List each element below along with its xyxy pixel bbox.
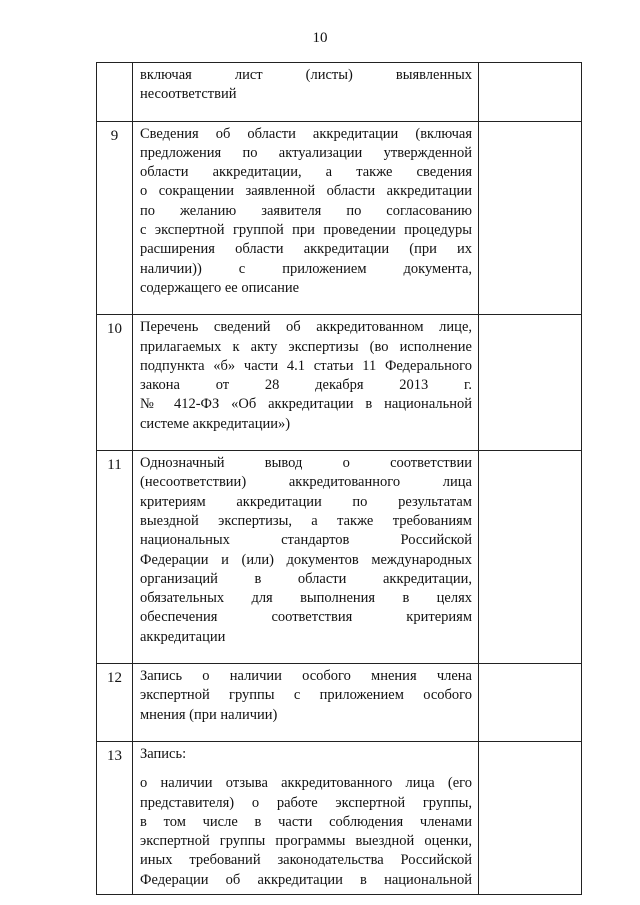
text-line: системе аккредитации»): [140, 415, 291, 432]
table-row: [97, 63, 582, 122]
text-line: наличии)) с приложением документа,: [140, 260, 472, 277]
row-content: [133, 741, 479, 894]
empty-cell: [479, 315, 582, 451]
text-line: в том числе в части соблюдения членами: [140, 813, 472, 830]
text-line: несоответствий: [140, 86, 237, 103]
text-line: Перечень сведений об аккредитованном лице,: [140, 319, 472, 336]
text-line: критериям аккредитации по результатам: [140, 493, 472, 510]
text-line: о сокращении заявленной области аккредитации: [140, 183, 472, 200]
text-line: содержащего ее описание: [140, 279, 300, 296]
text-line: Запись о наличии особого мнения члена: [140, 668, 472, 685]
row-content: [133, 664, 479, 742]
row-number: 9: [97, 121, 133, 315]
text-line: представителя) о работе экспертной группы,: [140, 794, 472, 811]
row-number: 11: [97, 451, 133, 664]
text-line: (несоответствии) аккредитованного лица: [140, 474, 472, 491]
text-line: области аккредитации, а также сведения: [140, 164, 472, 181]
empty-cell: [479, 664, 582, 742]
row-content: [133, 63, 479, 122]
text-line: Однозначный вывод о соответствии: [140, 455, 472, 472]
table-row: [97, 451, 582, 664]
row-number: 12: [97, 664, 133, 742]
requirements-table: [96, 62, 582, 895]
text-line: аккредитации: [140, 628, 226, 645]
table-row: [97, 741, 582, 894]
text-line: с экспертной группой при проведении процедуры: [140, 222, 472, 239]
table-row: [97, 121, 582, 315]
text-line: прилагаемых к акту экспертизы (во исполнение: [140, 338, 472, 355]
text-line: Федерации и (или) документов международных: [140, 551, 472, 568]
text-line: обязательных для выполнения в целях: [140, 590, 472, 607]
text-line: мнения (при наличии): [140, 706, 278, 723]
row-content: [133, 315, 479, 451]
text-line: иных требований законодательства Российской: [140, 852, 472, 869]
text-line: предложения по актуализации утвержденной: [140, 144, 472, 161]
table-row: [97, 664, 582, 742]
text-line: выездной экспертизы, а также требованиям: [140, 512, 472, 529]
text-line: расширения области аккредитации (при их: [140, 241, 472, 258]
row-number: [97, 63, 133, 122]
text-line: обеспечения соответствия критериям: [140, 609, 472, 626]
row-number: 10: [97, 315, 133, 451]
text-line: Сведения об области аккредитации (включая: [140, 125, 472, 142]
text-line: подпункта «б» части 4.1 статьи 11 Федерального: [140, 357, 472, 374]
row-number: 13: [97, 741, 133, 894]
empty-cell: [479, 121, 582, 315]
empty-cell: [479, 63, 582, 122]
text-line: организаций в области аккредитации,: [140, 570, 472, 587]
empty-cell: [479, 451, 582, 664]
text-line: включая лист (листы) выявленных: [140, 67, 472, 83]
page-number: 10: [312, 30, 328, 46]
text-line: Федерации об аккредитации в национальной: [140, 871, 472, 888]
text-line: экспертной группы с приложением особого: [140, 687, 472, 704]
row-content: [133, 121, 479, 315]
text-line: по желанию заявителя по согласованию: [140, 202, 472, 219]
row-content: [133, 451, 479, 664]
table-body: [97, 63, 582, 895]
table-row: [97, 315, 582, 451]
text-line: № 412-ФЗ «Об аккредитации в национальной: [140, 396, 472, 413]
empty-cell: [479, 741, 582, 894]
text-line: экспертной группы программы выездной оценки,: [140, 833, 472, 850]
text-line: национальных стандартов Российской: [140, 532, 472, 549]
text-line: закона от 28 декабря 2013 г.: [140, 377, 472, 394]
text-line: о наличии отзыва аккредитованного лица (его: [140, 775, 472, 792]
row-heading: Запись:: [140, 745, 187, 762]
